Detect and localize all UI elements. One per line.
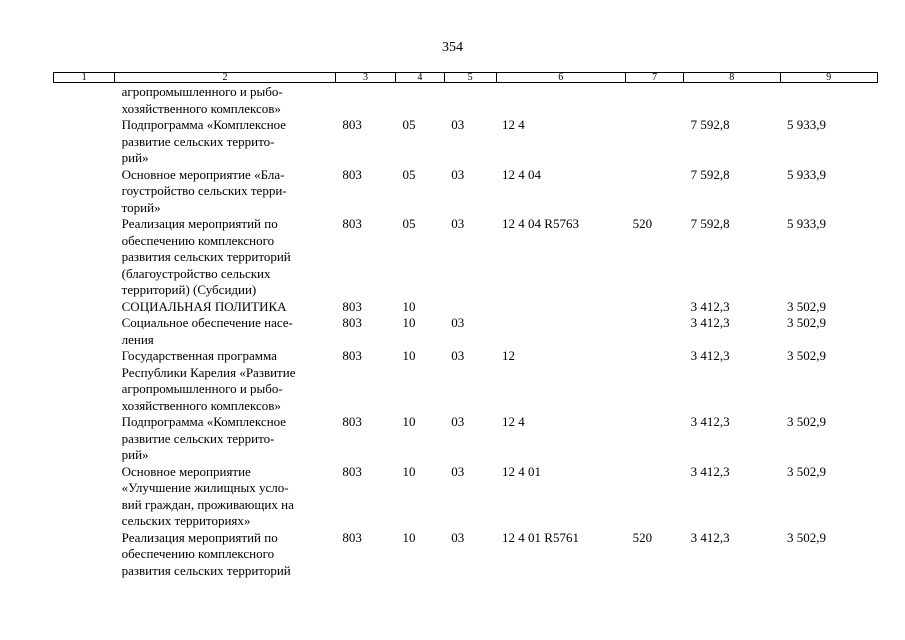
- code-5: [444, 299, 496, 316]
- item-name: агропромышленного и рыбо- хозяйственного комплексов»: [121, 84, 283, 116]
- expense-type: [626, 414, 684, 464]
- table-row: [54, 414, 878, 464]
- target-code: 12 4 04: [502, 166, 542, 182]
- code-3: 803: [342, 414, 362, 429]
- amount-col9: 3 502,9: [787, 463, 826, 479]
- col1-cell: [54, 348, 115, 414]
- code-5: 03: [451, 414, 465, 429]
- amount-col9: 5 933,9: [787, 166, 826, 182]
- code-5: 03: [451, 529, 465, 545]
- code-4: 05: [402, 117, 416, 132]
- column-header-4: 4: [396, 73, 445, 83]
- table-row: [54, 299, 878, 316]
- table-row: [54, 315, 878, 348]
- col1-cell: [54, 167, 115, 217]
- expense-type: [626, 315, 684, 348]
- amount-col9: 3 502,9: [787, 298, 826, 314]
- amount-col9: 3 502,9: [787, 348, 826, 363]
- code-3: 803: [342, 166, 362, 182]
- code-3: 803: [342, 348, 362, 363]
- item-name: СОЦИАЛЬНАЯ ПОЛИТИКА: [121, 298, 287, 314]
- code-3: 803: [342, 529, 362, 545]
- item-name: Государственная программа Республики Карелия «Развитие агропромышленного и рыбо- хозяйственного комплексов»: [121, 348, 296, 413]
- col1-cell: [54, 83, 115, 118]
- table-row: [54, 167, 878, 217]
- table-row: [54, 530, 878, 580]
- code-5: 03: [451, 348, 465, 363]
- table-body: [54, 83, 878, 580]
- column-header-8: 8: [684, 73, 780, 83]
- column-header-6: 6: [496, 73, 626, 83]
- amount-col8: 7 592,8: [690, 216, 730, 231]
- table-row: [54, 464, 878, 530]
- column-header-5: 5: [444, 73, 496, 83]
- amount-col8: [684, 83, 780, 118]
- code-4: 10: [402, 529, 416, 545]
- col1-cell: [54, 464, 115, 530]
- code-4: [396, 83, 445, 118]
- column-header-3: 3: [335, 73, 395, 83]
- item-name: Подпрограмма «Комплексное развитие сельских террито- рий»: [121, 117, 287, 165]
- target-code: 12: [502, 348, 516, 363]
- target-code: 12 4 01 R5761: [502, 529, 579, 545]
- item-name: Социальное обеспечение насе- ления: [121, 315, 293, 347]
- code-4: 10: [402, 414, 416, 429]
- code-3: 803: [342, 117, 362, 132]
- table-row: [54, 216, 878, 299]
- page-number: 354: [442, 40, 463, 55]
- code-5: 03: [451, 166, 465, 182]
- header-row: [54, 73, 878, 83]
- table-header: [54, 73, 878, 83]
- code-4: 10: [402, 315, 416, 330]
- amount-col9: 5 933,9: [787, 117, 826, 132]
- col1-cell: [54, 315, 115, 348]
- expense-type: 520: [632, 529, 653, 545]
- expense-type: [626, 348, 684, 414]
- code-4: 05: [402, 216, 416, 231]
- amount-col8: 3 412,3: [690, 298, 730, 314]
- code-4: 10: [402, 348, 416, 363]
- amount-col8: 3 412,3: [690, 315, 730, 330]
- col1-cell: [54, 530, 115, 580]
- code-3: 803: [342, 216, 362, 231]
- code-4: 05: [402, 166, 416, 182]
- code-5: 03: [451, 117, 465, 132]
- item-name: Реализация мероприятий по обеспечению комплексного развития сельских территорий: [121, 529, 291, 578]
- code-3: [335, 83, 395, 118]
- target-code: 12 4 04 R5763: [502, 216, 579, 231]
- code-4: 10: [402, 298, 416, 314]
- target-code: [496, 315, 626, 348]
- code-3: 803: [342, 463, 362, 479]
- item-name: Реализация мероприятий по обеспечению комплексного развития сельских территорий (благоустройство сельских территорий) (Субсидии): [121, 216, 291, 297]
- target-code: [496, 299, 626, 316]
- col1-cell: [54, 117, 115, 167]
- column-header-1: 1: [54, 73, 115, 83]
- amount-col8: 7 592,8: [690, 166, 730, 182]
- col1-cell: [54, 299, 115, 316]
- amount-col8: 3 412,3: [690, 529, 730, 545]
- expense-type: [626, 299, 684, 316]
- column-header-2: 2: [115, 73, 336, 83]
- code-5: 03: [451, 463, 465, 479]
- expense-type: [626, 464, 684, 530]
- table-row: [54, 348, 878, 414]
- expense-type: 520: [632, 216, 653, 231]
- item-name: Основное мероприятие «Улучшение жилищных усло- вий граждан, проживающих на сельских территориях»: [121, 463, 294, 528]
- amount-col8: 3 412,3: [690, 348, 730, 363]
- expense-type: [626, 117, 684, 167]
- code-5: [444, 83, 496, 118]
- column-header-7: 7: [626, 73, 684, 83]
- amount-col8: 3 412,3: [690, 414, 730, 429]
- target-code: [496, 83, 626, 118]
- col1-cell: [54, 414, 115, 464]
- column-header-9: 9: [780, 73, 878, 83]
- table-row: [54, 117, 878, 167]
- amount-col9: 3 502,9: [787, 529, 826, 545]
- target-code: 12 4 01: [502, 463, 542, 479]
- code-3: 803: [342, 315, 362, 330]
- code-4: 10: [402, 463, 416, 479]
- amount-col8: 7 592,8: [690, 117, 730, 132]
- target-code: 12 4: [502, 117, 525, 132]
- budget-table: [53, 72, 878, 579]
- expense-type: [626, 167, 684, 217]
- item-name: Основное мероприятие «Бла- гоустройство сельских терри- торий»: [121, 166, 287, 215]
- amount-col9: [780, 83, 878, 118]
- col1-cell: [54, 216, 115, 299]
- code-3: 803: [342, 298, 362, 314]
- amount-col9: 3 502,9: [787, 414, 826, 429]
- expense-type: [626, 83, 684, 118]
- target-code: 12 4: [502, 414, 525, 429]
- code-5: 03: [451, 315, 465, 330]
- item-name: Подпрограмма «Комплексное развитие сельских террито- рий»: [121, 414, 287, 462]
- code-5: 03: [451, 216, 465, 231]
- amount-col9: 5 933,9: [787, 216, 826, 231]
- table-row: [54, 83, 878, 118]
- amount-col9: 3 502,9: [787, 315, 826, 330]
- amount-col8: 3 412,3: [690, 463, 730, 479]
